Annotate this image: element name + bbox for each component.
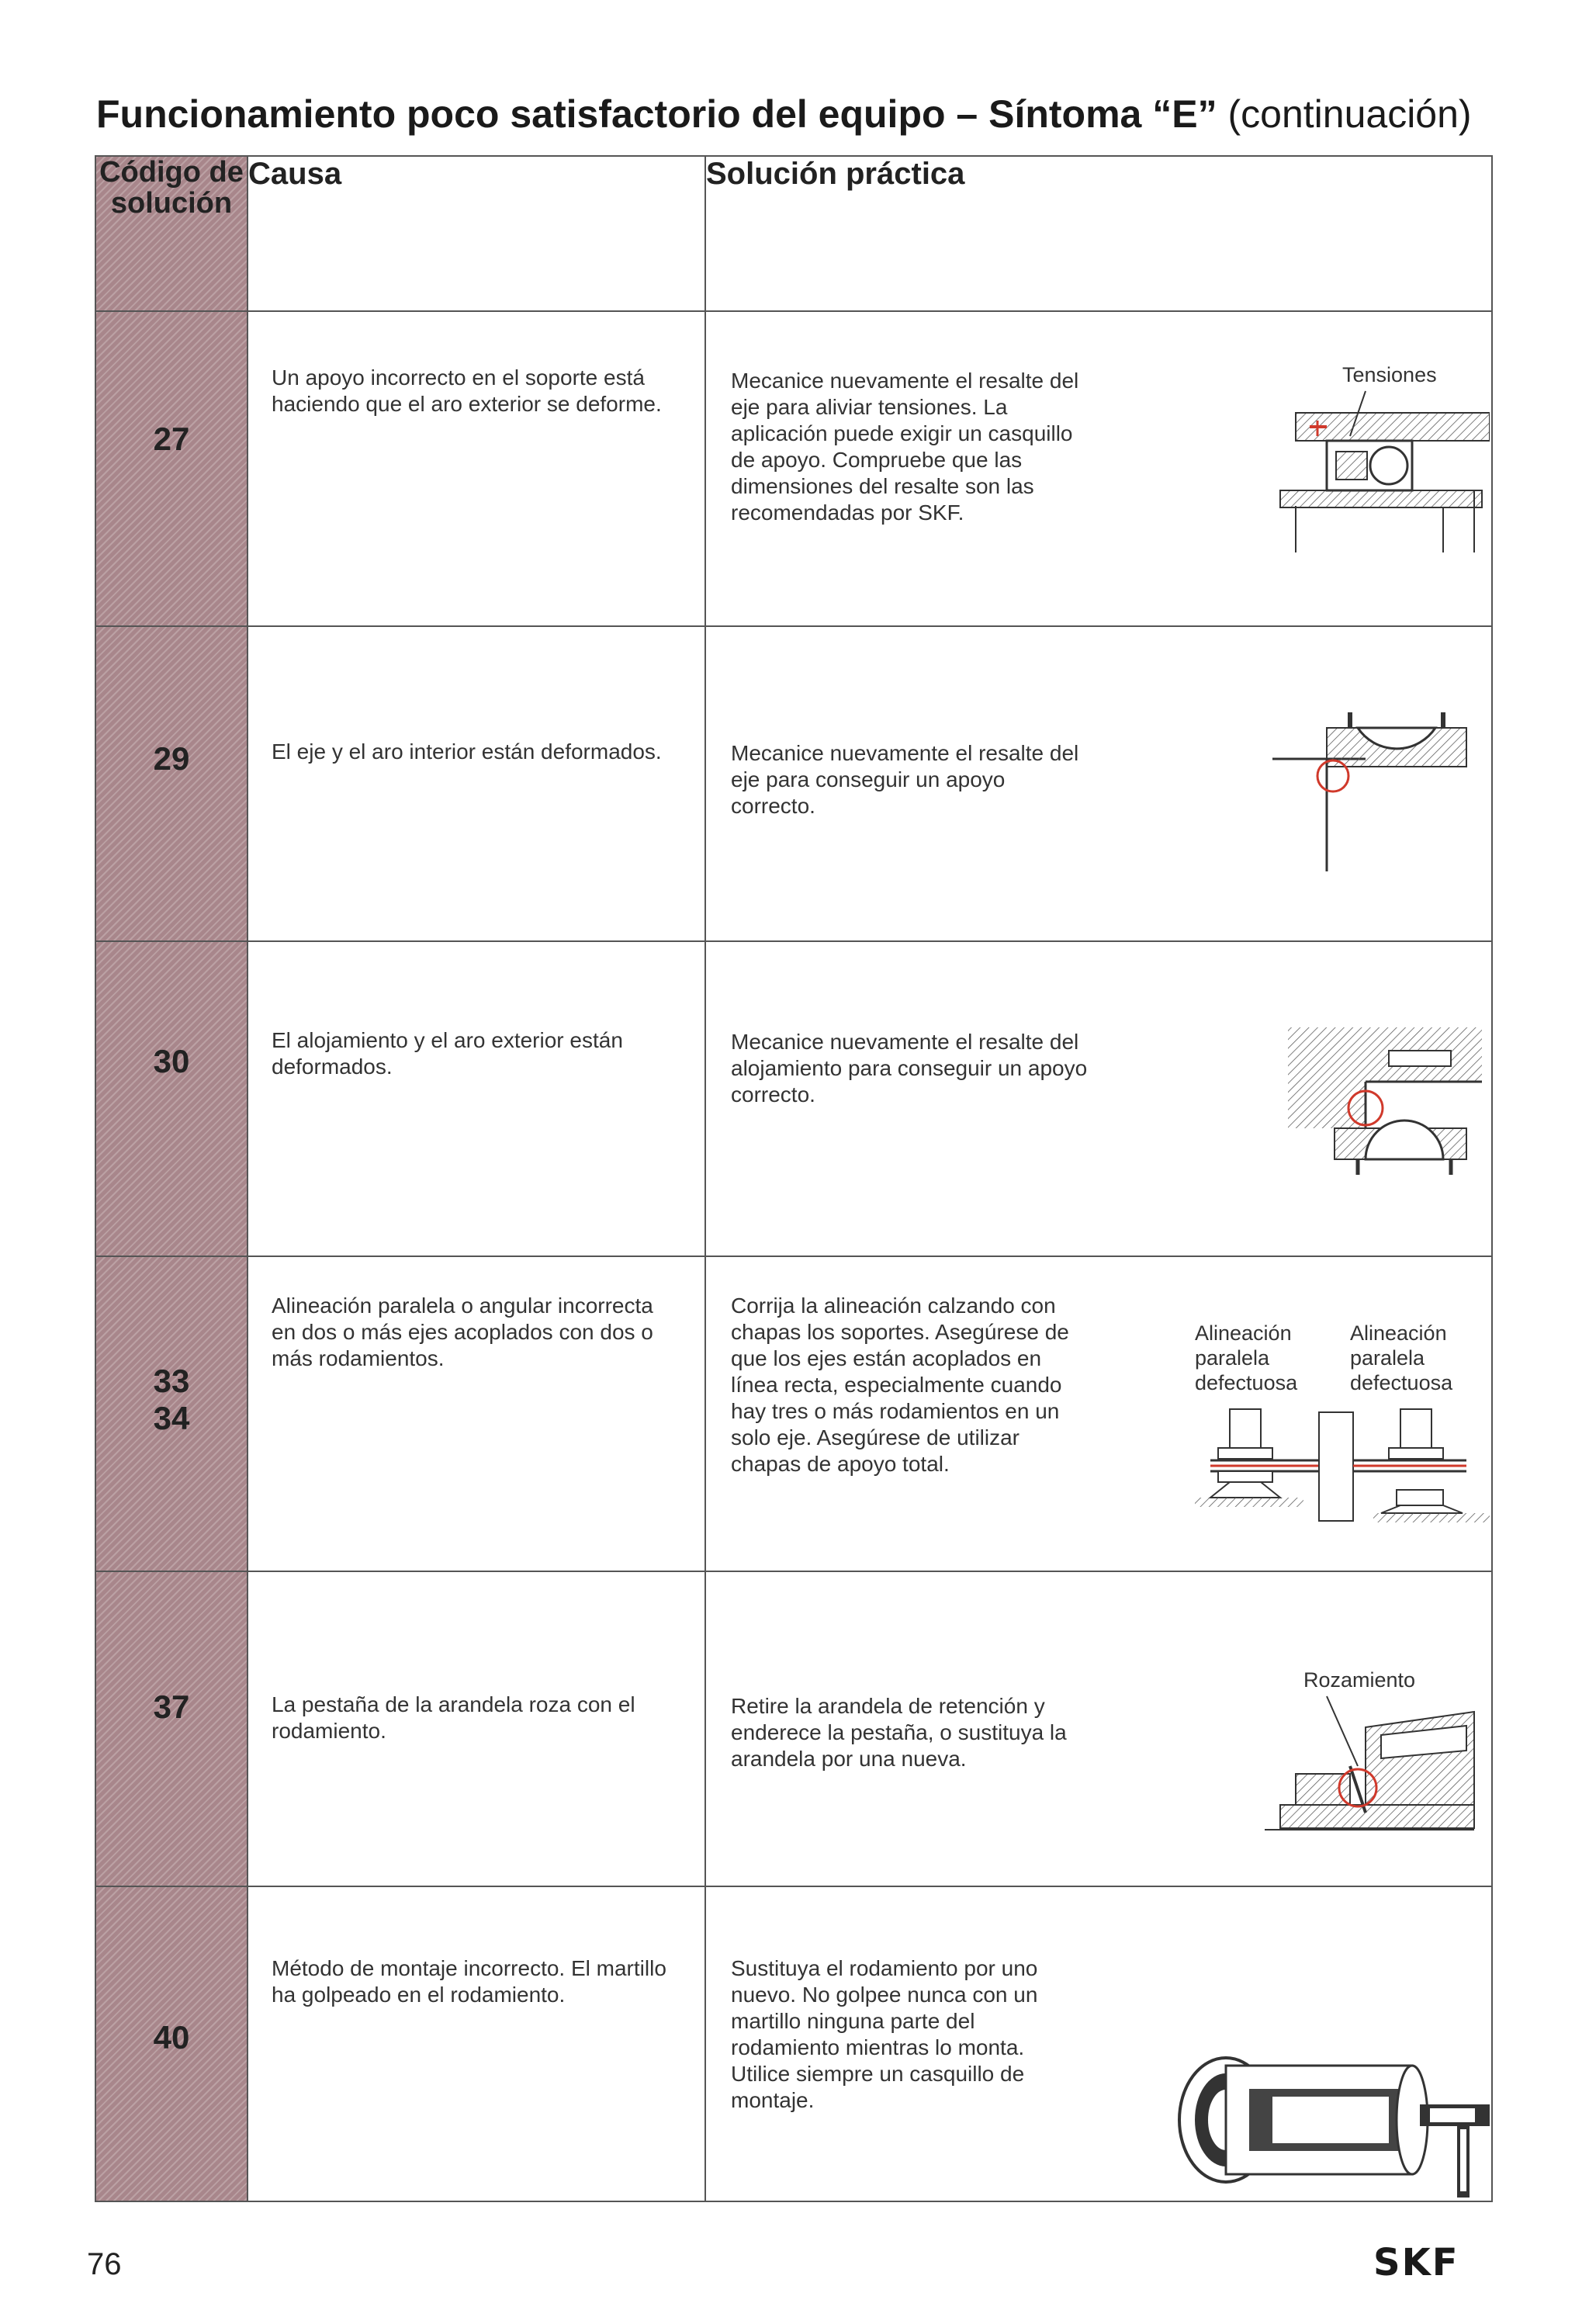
code-cell — [95, 1571, 248, 1886]
housing-shoulder-figure — [1272, 1020, 1490, 1198]
solution-code: 40 — [153, 2019, 190, 2056]
cause-text: El eje y el aro interior están deformados. — [272, 739, 662, 764]
code-cell — [95, 626, 248, 941]
figure-label: Tensiones — [1342, 363, 1437, 386]
solution-code: 29 — [153, 740, 190, 777]
brand-logo: SKF — [1373, 2241, 1459, 2284]
solution-cell — [705, 1256, 1492, 1571]
table-header-row — [95, 156, 1492, 311]
table-row — [95, 1256, 1492, 1571]
solution-cell — [705, 1886, 1492, 2201]
table-row — [95, 626, 1492, 941]
code-cell — [95, 311, 248, 626]
page-title — [96, 87, 1524, 141]
code-cell — [95, 941, 248, 1256]
page-number: 76 — [87, 2247, 122, 2281]
code-cell — [95, 1886, 248, 2201]
shaft-shoulder-figure — [1272, 705, 1490, 883]
title-main: Funcionamiento poco satisfactorio del equipo – Síntoma “E” — [96, 92, 1217, 136]
solution-text: Mecanice nuevamente el resalte del alojamiento para conseguir un apoyo correcto. — [731, 1030, 1088, 1107]
figure-label: Rozamiento — [1303, 1668, 1416, 1692]
cause-text: Alineación paralela o angular incorrecta en dos o más ejes acoplados con dos o más rodamientos. — [272, 1294, 653, 1370]
solution-text: Corrija la alineación calzando con chapas los soportes. Asegúrese de que los ejes están acoplados en línea recta, especialmente cuando hay tres o más rodamientos en un solo eje. Asegúrese de utilizar chapas de apoyo total. — [731, 1294, 1069, 1476]
solution-code: 37 — [153, 1688, 190, 1725]
cause-header: Causa — [248, 156, 705, 311]
solution-text: Mecanice nuevamente el resalte del eje para conseguir un apoyo correcto. — [731, 741, 1079, 818]
table-row — [95, 1571, 1492, 1886]
solution-header: Solución práctica — [705, 156, 1492, 311]
cause-text: La pestaña de la arandela roza con el rodamiento. — [272, 1692, 635, 1743]
hammer-mounting-figure — [1156, 2004, 1490, 2198]
cause-cell — [248, 311, 705, 626]
figure-label-right: Alineación paralela defectuosa — [1350, 1321, 1453, 1394]
troubleshooting-table — [95, 155, 1493, 2202]
table-row — [95, 311, 1492, 626]
table-row — [95, 941, 1492, 1256]
cause-cell — [248, 626, 705, 941]
cause-text: Un apoyo incorrecto en el soporte está haciendo que el aro exterior se deforme. — [272, 365, 662, 416]
solution-code: 27 — [153, 421, 190, 457]
cause-cell — [248, 941, 705, 1256]
code-header: Código de solución — [95, 156, 248, 311]
title-sub: (continuación) — [1217, 92, 1472, 136]
cause-text: El alojamiento y el aro exterior están deformados. — [272, 1028, 623, 1079]
lockwasher-rubbing-figure — [1249, 1665, 1490, 1867]
cause-cell — [248, 1886, 705, 2201]
table-row — [95, 1886, 1492, 2201]
parallel-misalignment-figure — [1187, 1397, 1497, 1536]
solution-code: 30 — [153, 1043, 190, 1079]
cause-text: Método de montaje incorrecto. El martillo ha golpeado en el rodamiento. — [272, 1956, 666, 2007]
solution-cell — [705, 311, 1492, 626]
solution-cell — [705, 626, 1492, 941]
solution-code: 33 34 — [153, 1363, 190, 1436]
figure-label-left: Alineación paralela defectuosa — [1195, 1321, 1298, 1394]
cause-cell — [248, 1256, 705, 1571]
solution-text: Sustituya el rodamiento por uno nuevo. No golpee nunca con un martillo ninguna parte del rodamiento mientras lo monta. Utilice siempre un casquillo de montaje. — [731, 1956, 1038, 2112]
bearing-shoulder-stress-figure — [1272, 358, 1490, 560]
solution-text: Mecanice nuevamente el resalte del eje para aliviar tensiones. La aplicación puede exigir un casquillo de apoyo. Compruebe que las dimensiones del resalte son las recomendadas por SKF. — [731, 369, 1079, 525]
solution-cell — [705, 941, 1492, 1256]
cause-cell — [248, 1571, 705, 1886]
solution-cell — [705, 1571, 1492, 1886]
solution-text: Retire la arandela de retención y enderece la pestaña, o sustituya la arandela por una nueva. — [731, 1694, 1067, 1771]
code-cell — [95, 1256, 248, 1571]
